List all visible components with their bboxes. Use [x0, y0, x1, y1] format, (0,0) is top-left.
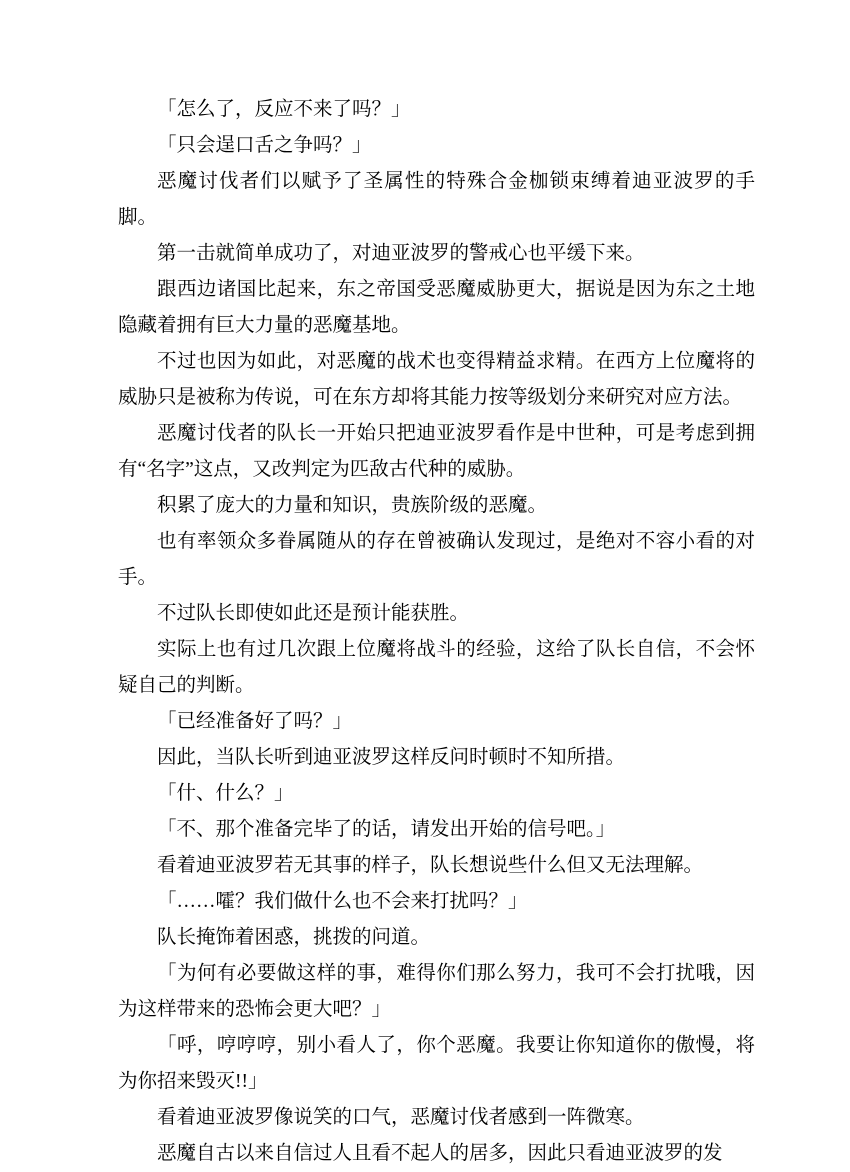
paragraph: 看着迪亚波罗若无其事的样子，队长想说些什么但又无法理解。: [157, 855, 704, 876]
paragraph: 「只会逞口舌之争吗？」: [157, 135, 372, 156]
paragraph: 恶魔讨伐者的队长一开始只把迪亚波罗看作是中世种，可是考虑到拥有“名字”这点，又改判定为匹敌古代种的威胁。: [118, 423, 755, 480]
paragraph: 看着迪亚波罗像说笑的口气，恶魔讨伐者感到一阵微寒。: [157, 1107, 645, 1128]
paragraph: 积累了庞大的力量和知识，贵族阶级的恶魔。: [157, 495, 548, 516]
paragraph: 「不、那个准备完毕了的话，请发出开始的信号吧。」: [157, 819, 616, 840]
paragraph: 队长掩饰着困惑，挑拨的问道。: [157, 927, 431, 948]
paragraph: 跟西边诸国比起来，东之帝国受恶魔威胁更大，据说是因为东之土地隐藏着拥有巨大力量的恶魔基地。: [118, 279, 755, 336]
paragraph: 不过队长即使如此还是预计能获胜。: [157, 603, 470, 624]
paragraph: 恶魔讨伐者们以赋予了圣属性的特殊合金枷锁束缚着迪亚波罗的手脚。: [118, 171, 755, 228]
paragraph: 恶魔自古以来自信过人且看不起人的居多，因此只看迪亚波罗的发: [157, 1143, 723, 1164]
paragraph: 「……嚯？我们做什么也不会来打扰吗？」: [157, 891, 528, 912]
document-body: [118, 92, 755, 1172]
paragraph: 「怎么了，反应不来了吗？」: [157, 99, 411, 120]
paragraph: 「已经准备好了吗？」: [157, 711, 353, 732]
paragraph: 也有率领众多眷属随从的存在曾被确认发现过，是绝对不容小看的对手。: [118, 531, 755, 588]
paragraph: 「什、什么？」: [157, 783, 294, 804]
paragraph: 因此，当队长听到迪亚波罗这样反问时顿时不知所措。: [157, 747, 626, 768]
paragraph: 「为何有必要做这样的事，难得你们那么努力，我可不会打扰哦，因为这样带来的恐怖会更大吧？」: [118, 963, 755, 1020]
paragraph: 不过也因为如此，对恶魔的战术也变得精益求精。在西方上位魔将的威胁只是被称为传说，可在东方却将其能力按等级划分来研究对应方法。: [118, 351, 755, 408]
paragraph: 第一击就简单成功了，对迪亚波罗的警戒心也平缓下来。: [157, 243, 645, 264]
paragraph: 实际上也有过几次跟上位魔将战斗的经验，这给了队长自信，不会怀疑自己的判断。: [118, 639, 755, 696]
paragraph: 「呼，哼哼哼，别小看人了，你个恶魔。我要让你知道你的傲慢，将为你招来毁灭!!」: [118, 1035, 755, 1092]
